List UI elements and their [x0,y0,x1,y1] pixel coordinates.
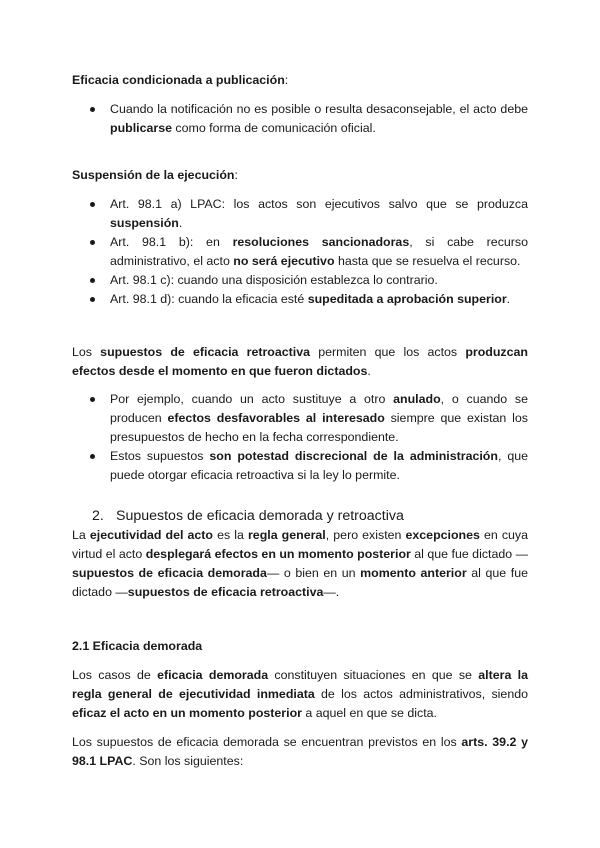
paragraph-demorada-2: Los supuestos de eficacia demorada se encuentran previstos en los arts. 39.2 y 98.1 LPAC. Son los siguientes: [72,735,528,768]
paragraph-demorada-1: Los casos de eficacia demorada constituyen situaciones en que se altera la regla general de ejecutividad inmediata de los actos administrativos, siendo eficaz el acto en un momento posterior a aquel en que se dicta. [72,668,528,720]
list-publicacion [72,100,528,138]
section-heading-2: 2. Supuestos de eficacia demorada y retroactiva [92,508,404,524]
list-item: Art. 98.1 c): cuando una disposición establezca lo contrario. [72,271,528,290]
list-retroactiva [72,390,528,485]
list-item: Por ejemplo, cuando un acto sustituye a otro anulado, o cuando se producen efectos desfavorables al interesado siempre que existan los presupuestos de hecho en la fecha correspondiente. [72,390,528,447]
list-item: Estos supuestos son potestad discrecional de la administración, que puede otorgar eficacia retroactiva si la ley lo permite. [72,447,528,485]
heading-publicacion: Eficacia condicionada a publicación: [72,73,289,87]
paragraph-retroactiva: Los supuestos de eficacia retroactiva permiten que los actos produzcan efectos desde el momento en que fueron dictados. [72,345,528,378]
list-item: Art. 98.1 a) LPAC: los actos son ejecutivos salvo que se produzca suspensión. [72,195,528,233]
subsection-heading-2-1: 2.1 Eficacia demorada [72,639,203,653]
list-item: Art. 98.1 b): en resoluciones sancionadoras, si cabe recurso administrativo, el acto no será ejecutivo hasta que se resuelva el recurso. [72,233,528,271]
heading-suspension: Suspensión de la ejecución: [72,168,238,182]
list-suspension [72,195,528,309]
list-item: Art. 98.1 d): cuando la eficacia esté supeditada a aprobación superior. [72,290,528,309]
list-item: Cuando la notificación no es posible o resulta desaconsejable, el acto debe publicarse como forma de comunicación oficial. [72,100,528,138]
paragraph-section-2: La ejecutividad del acto es la regla general, pero existen excepciones en cuya virtud el acto desplegará efectos en un momento posterior al que fue dictado —supuestos de eficacia demorada— o bien en un momento anterior al que fue dictado —supuestos de eficacia retroactiva—. [72,528,528,599]
